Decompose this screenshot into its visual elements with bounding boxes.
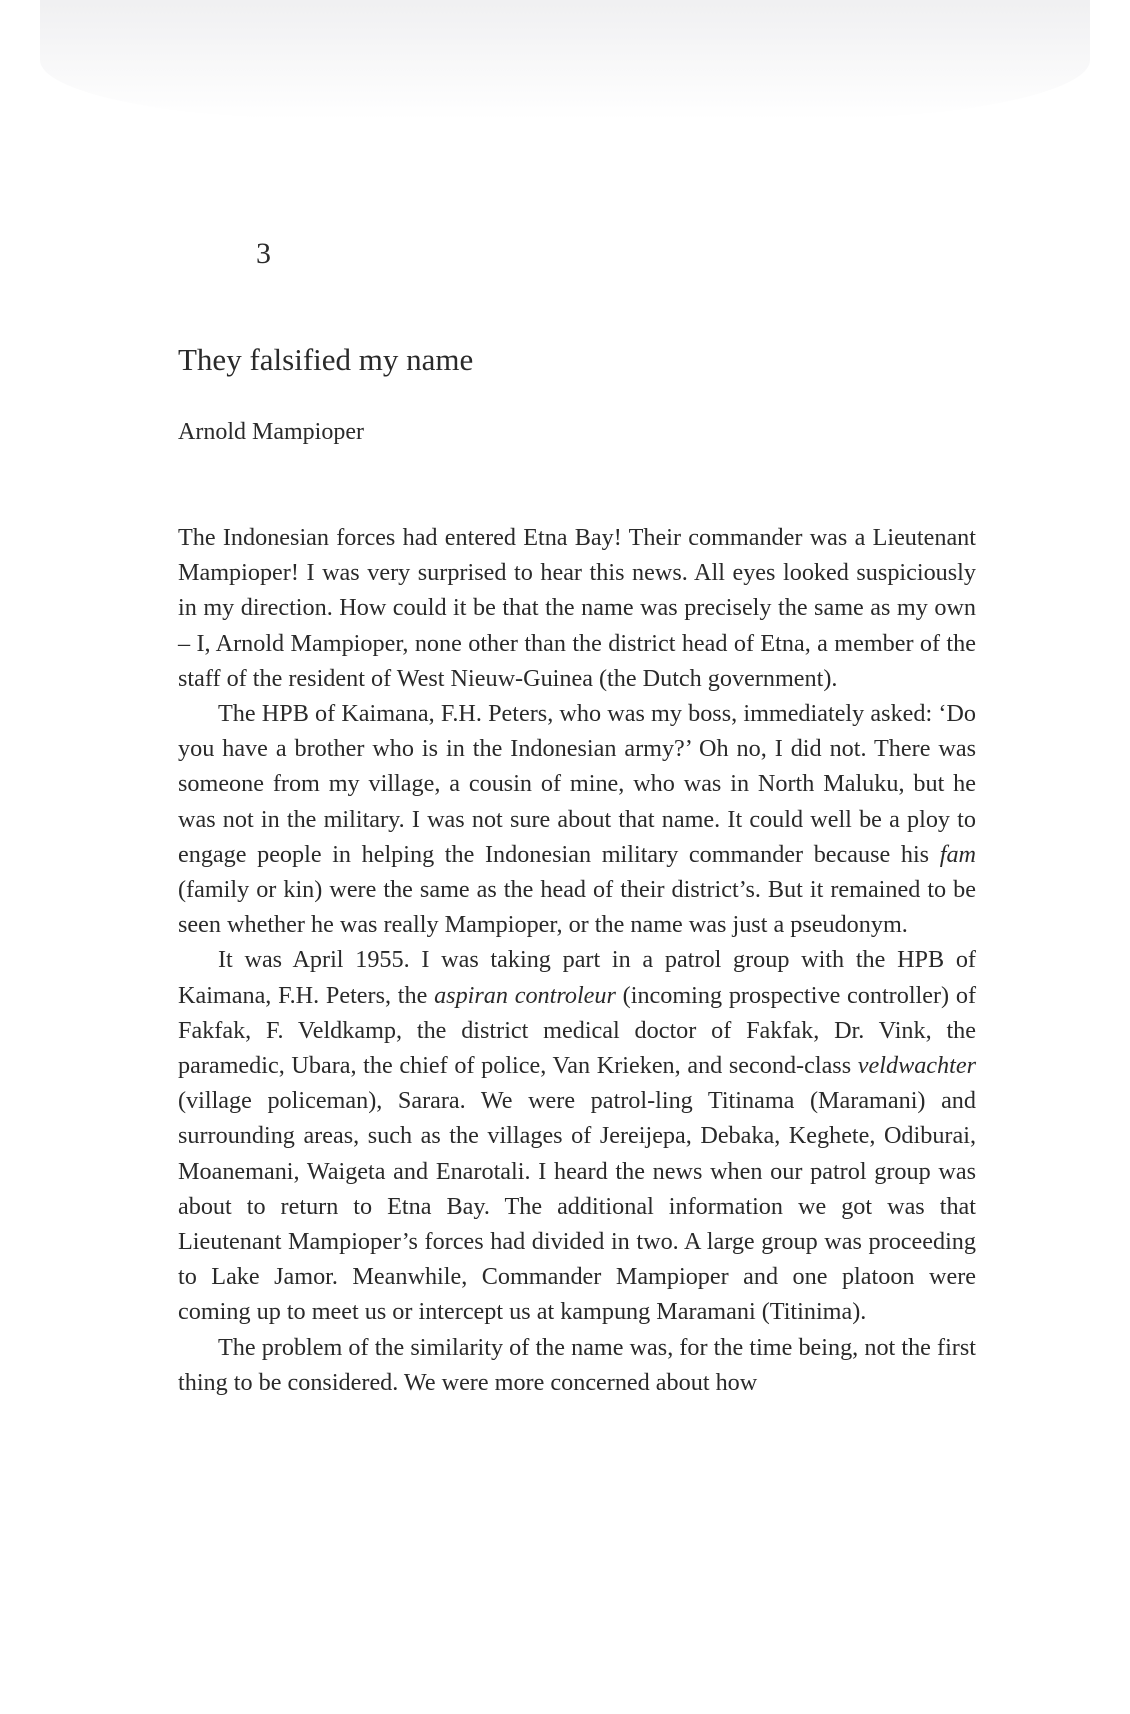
italic-term: aspiran controleur: [434, 981, 616, 1009]
paragraph-text: The HPB of Kaimana, F.H. Peters, who was my boss, immediately asked: ‘Do you have a brother who is in the Indonesian army?’ Oh no, I did not. There was someone from my village, a cousin of mine, who was in North Maluku, but he was not in the military. I was not sure about that name. It could well be a ploy to engage people in helping the Indonesian military commander because his: [178, 700, 976, 868]
paragraph: [178, 696, 976, 942]
paragraph-text: It was April 1955. I was taking part in a patrol group with the HPB of Kaimana, F.H. Peters, the: [178, 946, 976, 1009]
chapter-number: 3: [256, 237, 271, 270]
body-text: [178, 520, 976, 1400]
paragraph: [178, 1330, 976, 1400]
paragraph: [178, 520, 976, 696]
paragraph: [178, 942, 976, 1329]
italic-term: veldwachter: [857, 1052, 976, 1080]
italic-term: fam: [939, 840, 976, 868]
paragraph-text: (family or kin) were the same as the head of their district’s. But it remained to be seen whether he was really Mampioper, or the name was just a pseudonym.: [178, 876, 976, 939]
chapter-author: Arnold Mampioper: [178, 419, 364, 445]
page-shadow: [40, 0, 1090, 120]
chapter-title: They falsified my name: [178, 342, 474, 377]
paragraph-text: The Indonesian forces had entered Etna Bay! Their commander was a Lieutenant Mampioper! I was very surprised to hear this news. All eyes looked suspiciously in my direction. How could it be that the name was precisely the same as my own – I, Arnold Mampioper, none other than the district head of Etna, a member of the staff of the resident of West Nieuw-Guinea (the Dutch government).: [178, 524, 976, 692]
paragraph-text: (incoming prospective controller) of Fakfak, F. Veldkamp, the district medical doctor of Fakfak, Dr. Vink, the paramedic, Ubara, the chief of police, Van Krieken, and second-class: [178, 981, 976, 1080]
paragraph-text: (village policeman), Sarara. We were patrol-ling Titinama (Maramani) and surrounding areas, such as the villages of Jereijepa, Debaka, Keghete, Odiburai, Moanemani, Waigeta and Enarotali. I heard the news when our patrol group was about to return to Etna Bay. The additional information we got was that Lieutenant Mampioper’s forces had divided in two. A large group was proceeding to Lake Jamor. Meanwhile, Commander Mampioper and one platoon were coming up to meet us or intercept us at kampung Maramani (Titinima).: [178, 1087, 976, 1326]
paragraph-text: The problem of the similarity of the name was, for the time being, not the first thing to be considered. We were more concerned about how: [178, 1333, 976, 1396]
